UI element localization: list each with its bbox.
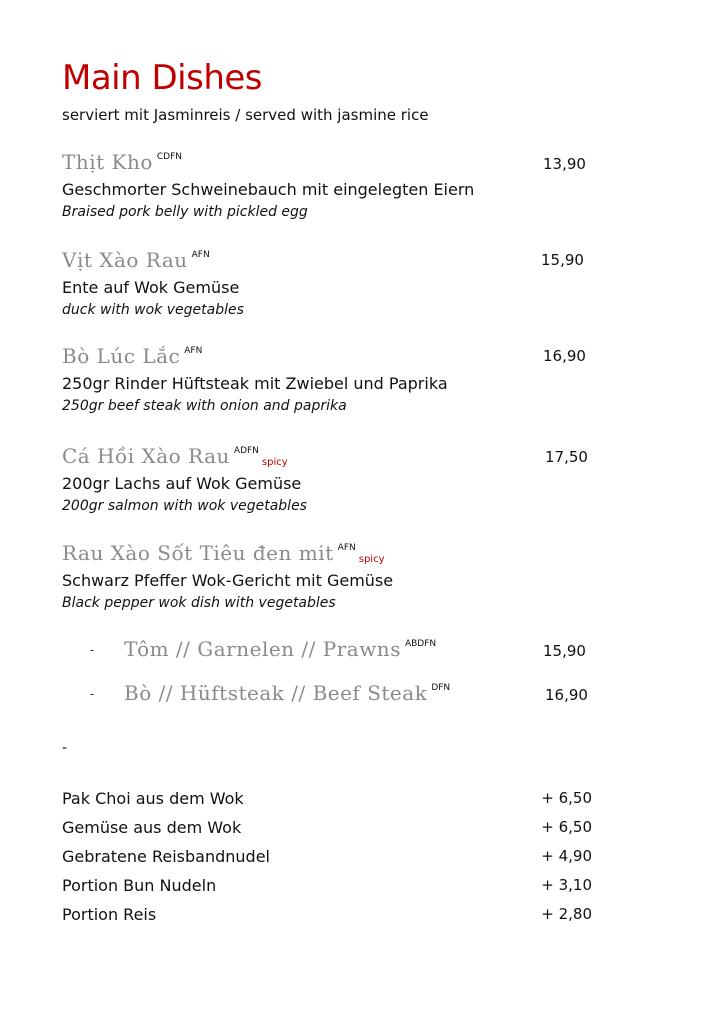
side-label: Gemüse aus dem Wok (62, 818, 242, 837)
dish-name-text: Vịt Xào Rau (62, 248, 188, 272)
dish-name-text: Thịt Kho (62, 150, 153, 174)
option-name-text: Tôm // Garnelen // Prawns (124, 637, 401, 661)
side-item (62, 789, 592, 811)
allergen-codes: DFN (431, 683, 451, 693)
allergen-codes: ABDFN (404, 639, 437, 649)
allergen-codes: AFN (191, 250, 210, 260)
dish-description-de: Ente auf Wok Gemüse (62, 278, 240, 297)
side-item (62, 847, 592, 869)
side-price: + 6,50 (541, 818, 592, 836)
separator-dash: - (62, 740, 68, 756)
option-price: 16,90 (545, 686, 588, 704)
side-item (62, 818, 592, 840)
dish-name (62, 541, 662, 565)
dish-description-de: 250gr Rinder Hüftsteak mit Zwiebel und Paprika (62, 374, 448, 393)
option-bullet: - (90, 643, 95, 657)
dish-name-text: Bò Lúc Lắc (62, 344, 181, 368)
side-item (62, 876, 592, 898)
dish-description-en: Black pepper wok dish with vegetables (62, 595, 336, 611)
dish-description-en: Braised pork belly with pickled egg (62, 204, 308, 220)
dish-price: 16,90 (543, 347, 586, 365)
side-price: + 2,80 (541, 905, 592, 923)
option-name (124, 681, 450, 705)
dish-description-de: 200gr Lachs auf Wok Gemüse (62, 474, 302, 493)
dish-description-de: Geschmorter Schweinebauch mit eingelegten Eiern (62, 180, 475, 199)
allergen-codes: CDFN (156, 152, 182, 162)
dish-price: 17,50 (545, 448, 588, 466)
dish-rau-xao-sot-tieu-den (62, 541, 662, 611)
side-label: Gebratene Reisbandnudel (62, 847, 270, 866)
dish-description-de: Schwarz Pfeffer Wok-Gericht mit Gemüse (62, 571, 394, 590)
side-label: Pak Choi aus dem Wok (62, 789, 244, 808)
dish-price: 13,90 (543, 155, 586, 173)
allergen-codes: AFN (184, 346, 203, 356)
allergen-codes: AFN (337, 543, 356, 553)
dish-description-en: 200gr salmon with wok vegetables (62, 498, 307, 514)
side-price: + 6,50 (541, 789, 592, 807)
side-price: + 4,90 (541, 847, 592, 865)
side-price: + 3,10 (541, 876, 592, 894)
allergen-codes: ADFN (233, 446, 259, 456)
spicy-label: spicy (261, 457, 288, 468)
dish-description-en: duck with wok vegetables (62, 302, 244, 318)
option-prawns (90, 637, 610, 665)
option-name (124, 637, 436, 661)
page-title: Main Dishes (62, 58, 262, 98)
dish-name-text: Cá Hồi Xào Rau (62, 444, 230, 468)
dish-description-en: 250gr beef steak with onion and paprika (62, 398, 347, 414)
option-name-text: Bò // Hüftsteak // Beef Steak (124, 681, 428, 705)
option-price: 15,90 (543, 642, 586, 660)
dish-name-text: Rau Xào Sốt Tiêu đen mit (62, 541, 334, 565)
option-beef-steak (90, 681, 610, 709)
page-subtitle: serviert mit Jasminreis / served with jasmine rice (62, 106, 429, 124)
dish-price: 15,90 (541, 251, 584, 269)
side-label: Portion Bun Nudeln (62, 876, 217, 895)
spicy-label: spicy (358, 554, 385, 565)
option-bullet: - (90, 687, 95, 701)
side-label: Portion Reis (62, 905, 157, 924)
side-item (62, 905, 592, 927)
